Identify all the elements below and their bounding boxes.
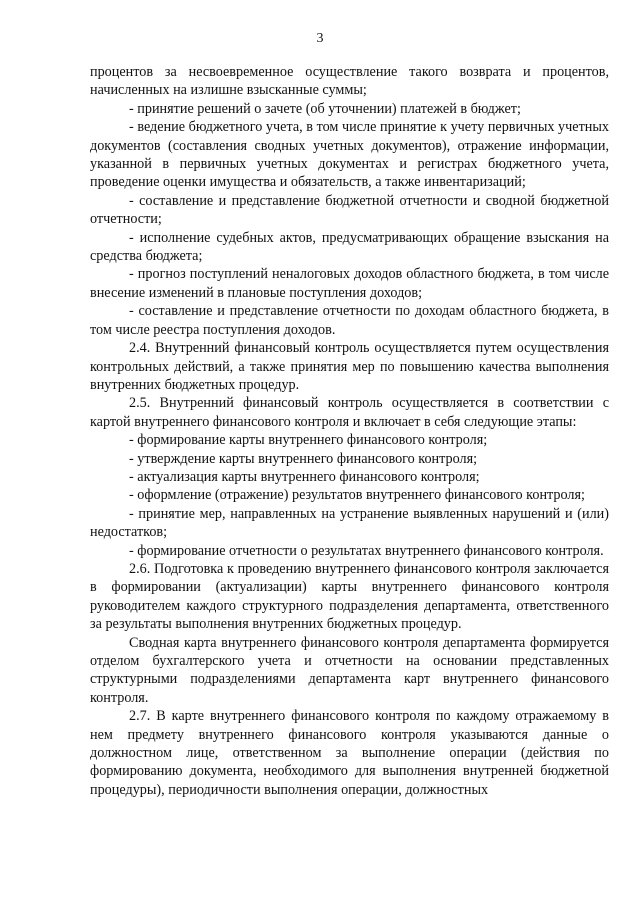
list-item-court-acts: - исполнение судебных актов, предусматривающих обращение взыскания на средства бюджета; [90, 229, 609, 265]
clause-2-6: 2.6. Подготовка к проведению внутреннего финансового контроля заключается в формировании (актуализации) карты внутреннего финансового контроля руководителем каждого структурного подразделения департамента, ответственного за результаты выполнения внутренних бюджетных процедур. [90, 560, 609, 633]
list-item-map-approval: - утверждение карты внутреннего финансового контроля; [129, 450, 478, 467]
list-item-budget-reporting: - составление и представление бюджетной отчетности и сводной бюджетной отчетности; [90, 192, 609, 228]
list-item-map-forming: - формирование карты внутреннего финансового контроля; [129, 432, 488, 449]
paragraph-continuation: процентов за несвоевременное осуществление такого возврата и процентов, начисленных на излишне взысканные суммы; [90, 64, 609, 99]
clause-2-4: 2.4. Внутренний финансовый контроль осуществляется путем осуществления контрольных действий, а также принятия мер по повышению качества выполнения внутренних бюджетных процедур. [90, 340, 609, 393]
list-item-revenue-forecast: - прогноз поступлений неналоговых доходов областного бюджета, в том числе внесение изменений в плановые поступления доходов; [90, 266, 609, 301]
page-number: 3 [316, 31, 324, 46]
list-item-map-update: - актуализация карты внутреннего финансового контроля; [129, 468, 480, 485]
list-item-revenue-reporting: - составление и представление отчетности по доходам областного бюджета, в том числе реестра поступления доходов. [90, 303, 609, 338]
clause-2-5: 2.5. Внутренний финансовый контроль осуществляется в соответствии с картой внутреннего финансового контроля и включает в себя следующие этапы: [90, 395, 609, 430]
document-body [90, 63, 609, 799]
clause-2-7: 2.7. В карте внутреннего финансового контроля по каждому отражаемому в нем предмету внутреннего финансового контроля указываются данные о должностном лице, ответственном за выполнение операции (действия по формированию документа, необходимого для выполнения внутренней бюджетной процедуры), периодичности выполнения операции, должностных [90, 708, 609, 798]
list-item-results-recording: - оформление (отражение) результатов внутреннего финансового контроля; [129, 487, 585, 504]
list-item-results-reporting: - формирование отчетности о результатах внутреннего финансового контроля. [129, 542, 604, 559]
list-item-budget-accounting: - ведение бюджетного учета, в том числе принятие к учету первичных учетных документов (составления сводных учетных документов), отражение информации, указанной в первичных учетных документах и регистрах бюджетного учета, проведение оценки имущества и обязательств, а также инвентаризаций; [90, 119, 609, 191]
list-item-offset-decision: - принятие решений о зачете (об уточнении) платежей в бюджет; [129, 100, 521, 117]
list-item-measures: - принятие мер, направленных на устранение выявленных нарушений и (или) недостатков; [90, 505, 609, 541]
paragraph-summary-map: Сводная карта внутреннего финансового контроля департамента формируется отделом бухгалтерского учета и отчетности на основании представленных структурными подразделениями департамента карт внутреннего финансового контроля. [90, 634, 609, 706]
